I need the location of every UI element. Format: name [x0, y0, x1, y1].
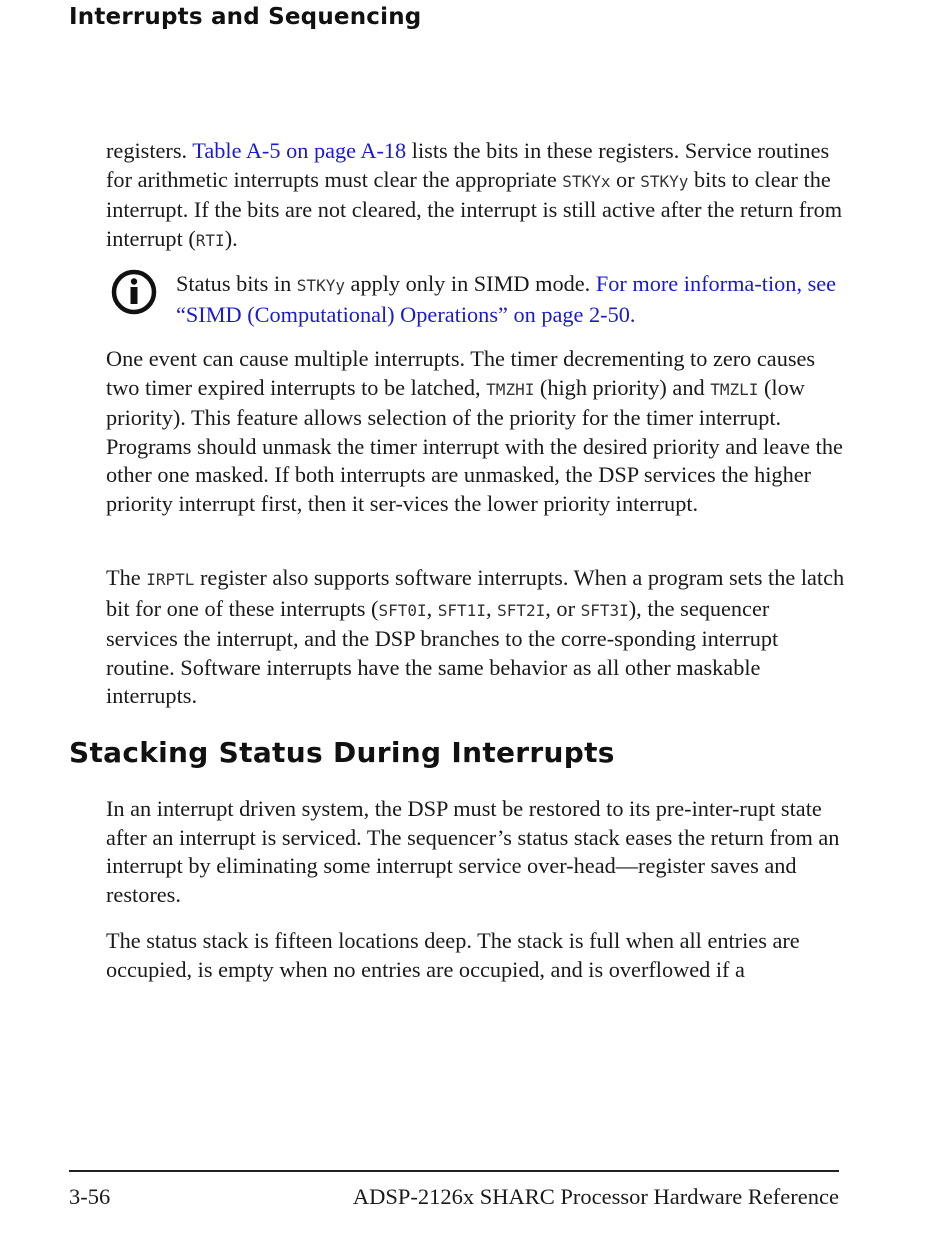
- text: ), the sequencer services the interrupt, and the DSP branches to the corre-sponding interrupt routine. Software interrupts have the same behavior as all other maskable interrupts.: [106, 595, 779, 709]
- footer-page-number: 3-56: [69, 1184, 111, 1209]
- text: bits to clear the interrupt. If the bits are not cleared, the interrupt is still active after the return from interrupt (: [106, 166, 843, 251]
- text: registers.: [106, 138, 193, 163]
- text: lists the bits in these registers. Service routines for arithmetic interrupts must clear the appropriate: [106, 138, 830, 192]
- running-header-title: Interrupts and Sequencing: [69, 4, 422, 30]
- text: One event can cause multiple interrupts. The timer decrementing to zero causes two timer expired interrupts to be latched,: [106, 346, 816, 400]
- code-irptl: IRPTL: [146, 570, 195, 589]
- code-stkyx: STKYx: [562, 171, 611, 191]
- section-heading: Stacking Status During Interrupts: [69, 736, 615, 769]
- code-stkyy: STKYy: [640, 171, 689, 191]
- footer-divider: [69, 1170, 839, 1172]
- info-icon: [110, 268, 158, 316]
- paragraph-registers: [106, 137, 846, 255]
- note-simd: [176, 270, 846, 329]
- code-tmzhi: TMZHI: [486, 379, 535, 399]
- text: Status bits in: [176, 271, 297, 296]
- text: ).: [224, 225, 238, 251]
- text: register also supports software interrupts. When a program sets the latch bit for one of these interrupts (: [106, 565, 845, 621]
- paragraph-timer-interrupts: [106, 345, 846, 519]
- text: or: [610, 166, 641, 192]
- code-sft3i: SFT3I: [580, 600, 629, 620]
- paragraph-status-stack-depth: The status stack is fifteen locations deep. The stack is full when all entries are occupied, is empty when no entries are occupied, and is overflowed if a: [106, 928, 800, 982]
- code-sft1i: SFT1I: [437, 600, 486, 620]
- code-rti: RTI: [195, 230, 225, 250]
- simd-operations-link[interactable]: For more informa-tion, see “SIMD (Computational) Operations” on page 2-50.: [176, 271, 837, 327]
- text: (high priority) and: [534, 374, 711, 400]
- paragraph-status-stack-intro: In an interrupt driven system, the DSP must be restored to its pre-inter-rupt state after an interrupt is serviced. The sequencer’s status stack eases the return from an interrupt by eliminating some interrupt service over-head—register saves and restores.: [106, 796, 840, 907]
- text: The: [106, 565, 147, 590]
- text: apply only in SIMD mode.: [344, 271, 596, 296]
- paragraph-software-interrupts: [106, 564, 846, 711]
- text: (low priority). This feature allows selection of the priority for the timer interrupt. Programs should unmask the timer interrupt with the desired priority and leave the other one masked. If both interrupts are unmasked, the DSP services the higher priority interrupt first, then it ser-vices the lower priority interrupt.: [106, 374, 843, 516]
- text: ,: [426, 595, 438, 621]
- code-tmzli: TMZLI: [710, 379, 759, 399]
- footer-document-title: ADSP-2126x SHARC Processor Hardware Reference: [352, 1184, 839, 1209]
- text: ,: [485, 595, 498, 621]
- code-stkyy: STKYy: [296, 276, 345, 295]
- text: , or: [545, 595, 581, 621]
- code-sft0i: SFT0I: [378, 600, 427, 620]
- code-sft2i: SFT2I: [497, 600, 546, 620]
- table-a5-link[interactable]: Table A-5 on page A-18: [192, 138, 407, 163]
